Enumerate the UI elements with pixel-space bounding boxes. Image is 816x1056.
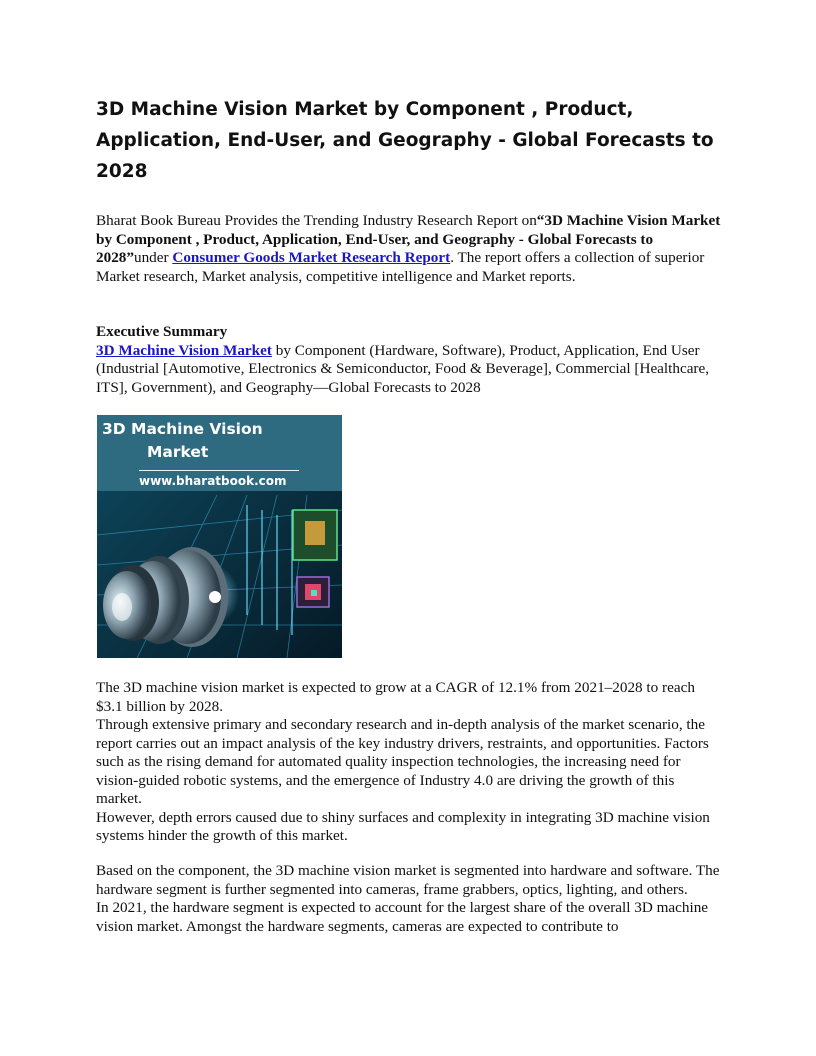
hardware-share: In 2021, the hardware segment is expected to account for the largest share of the overall 3D machine vision market. Amongst the hardware segments, cameras are expected to contribute to bbox=[96, 899, 709, 935]
intro-lead: Bharat Book Bureau Provides the Trending Industry Research Report on bbox=[96, 212, 537, 229]
intro-tail: . The report offers a collection of superior Market research, Market analysis, competitive intelligence and Market reports. bbox=[96, 249, 705, 285]
intro-under: under bbox=[133, 249, 173, 266]
drivers-sentence: Through extensive primary and secondary research and in-depth analysis of the market scenario, the report carries out an impact analysis of the key industry drivers, restraints, and opportunities. Factors such as the rising demand for automated quality inspection technologies, the increasing need for vision-guided robotic systems, and the emergence of Industry 4.0 are driving the growth of this market. bbox=[96, 716, 709, 807]
cover-divider bbox=[139, 470, 299, 471]
cover-url: www.bharatbook.com bbox=[139, 474, 287, 488]
executive-summary-heading: Executive Summary bbox=[96, 323, 228, 340]
page-title: 3D Machine Vision Market by Component , Product, Application, End-User, and Geography - Global Forecasts to 2028 bbox=[96, 99, 714, 182]
executive-summary bbox=[96, 323, 724, 397]
growth-sentence: The 3D machine vision market is expected to grow at a CAGR of 12.1% from 2021–2028 to reach $3.1 billion by 2028. bbox=[96, 679, 695, 715]
machine-vision-market-link[interactable]: 3D Machine Vision Market bbox=[96, 341, 272, 359]
report-name: “3D Machine Vision Market by Component , Product, Application, End-User, and Geography - Global Forecasts to 2028” bbox=[96, 212, 721, 266]
cover-title-line1: 3D Machine Vision bbox=[102, 420, 263, 438]
market-overview-paragraph bbox=[96, 679, 724, 846]
component-paragraph bbox=[96, 862, 724, 936]
report-cover-image bbox=[97, 415, 342, 658]
consumer-goods-report-link[interactable]: Consumer Goods Market Research Report bbox=[172, 249, 451, 266]
intro-paragraph bbox=[96, 212, 724, 286]
executive-summary-text: by Component (Hardware, Software), Product, Application, End User (Industrial [Automotive, Electronics & Semiconductor, Food & Beverage], Commercial [Healthcare, ITS], Government), and Geography—Global Forecasts to 2028 bbox=[96, 341, 710, 396]
component-segmentation: Based on the component, the 3D machine vision market is segmented into hardware and software. The hardware segment is further segmented into cameras, frame grabbers, optics, lighting, and others. bbox=[96, 862, 720, 898]
cover-title-line2: Market bbox=[147, 443, 209, 461]
restraints-sentence: However, depth errors caused due to shiny surfaces and complexity in integrating 3D machine vision systems hinder the growth of this market. bbox=[96, 808, 710, 844]
